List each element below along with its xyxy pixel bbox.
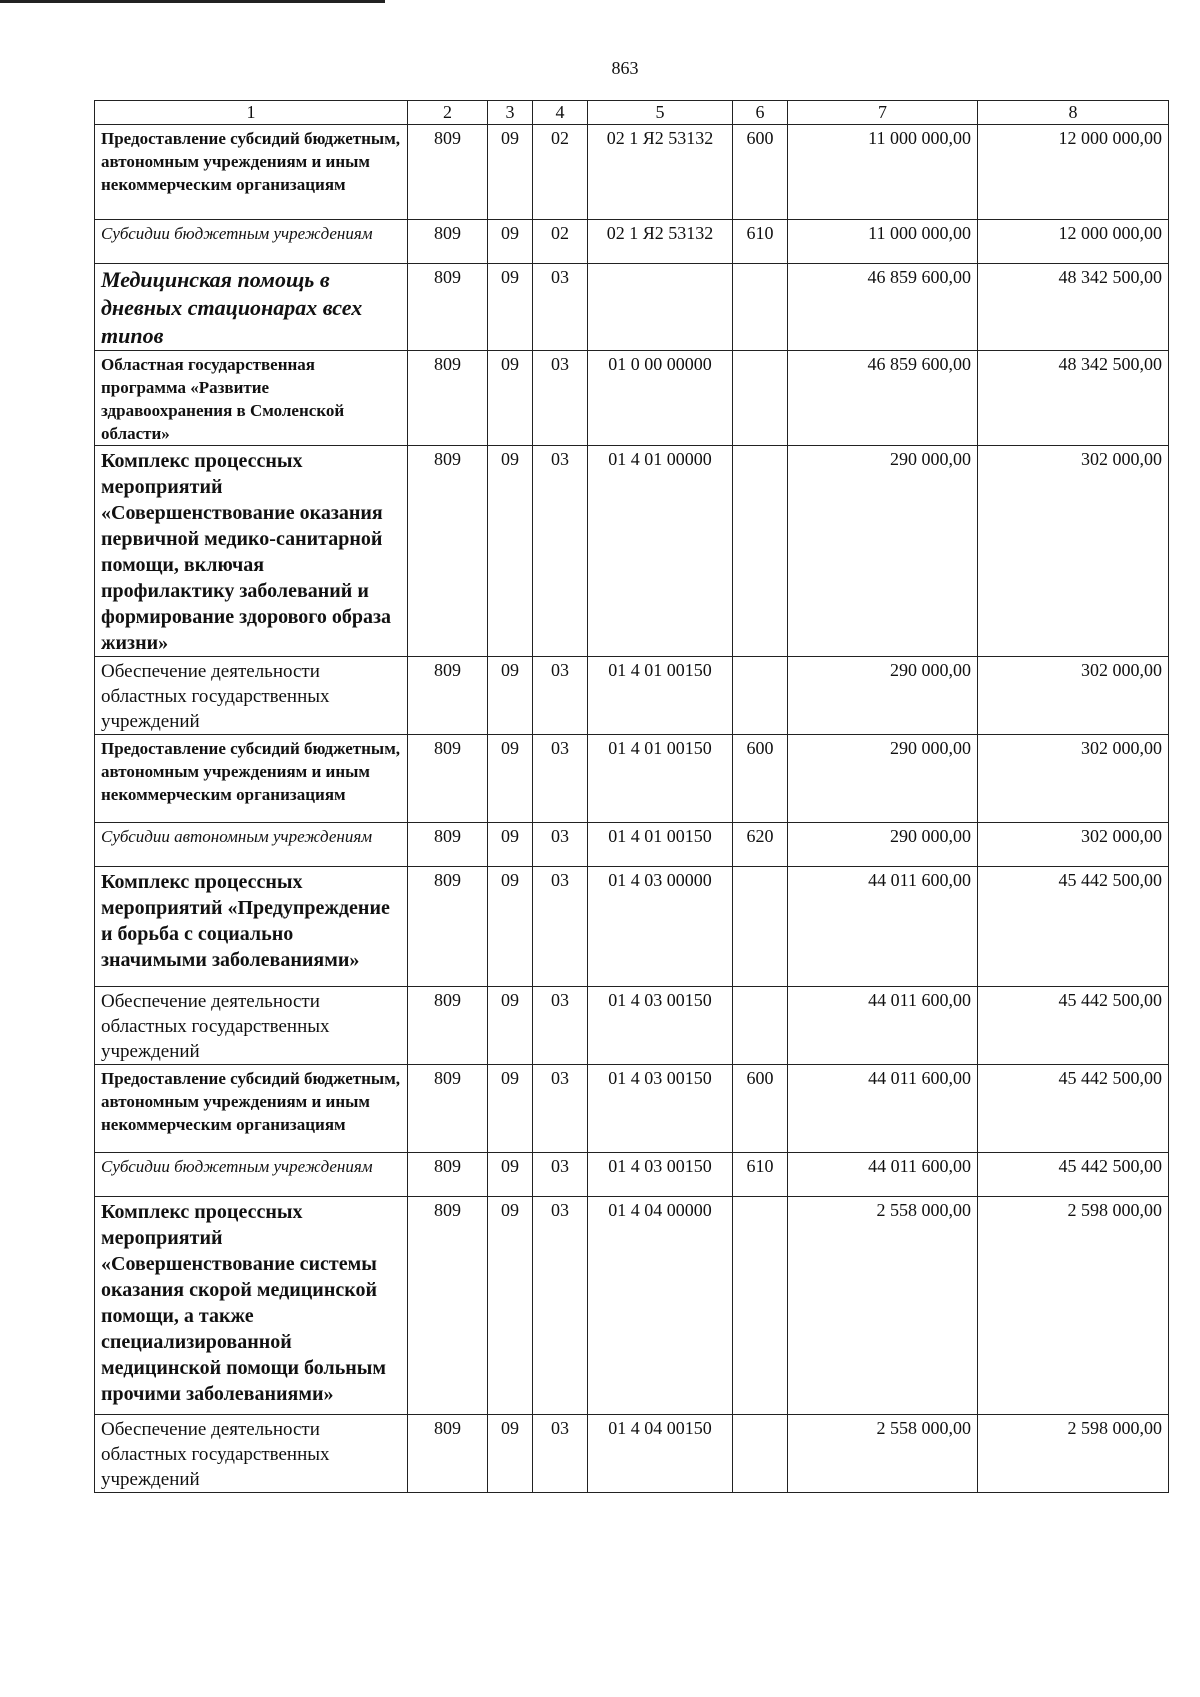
row-amount-year-1: 290 000,00 [788,735,978,823]
row-amount-year-2: 48 342 500,00 [978,264,1169,351]
row-subsection-code: 03 [533,987,588,1065]
row-amount-year-1: 11 000 000,00 [788,125,978,220]
row-section-code: 09 [488,1415,533,1493]
table-row [95,220,1169,264]
row-expense-type [733,264,788,351]
row-ministry-code: 809 [408,220,488,264]
row-subsection-code: 03 [533,446,588,657]
table-row [95,735,1169,823]
row-section-code: 09 [488,125,533,220]
row-ministry-code: 809 [408,1065,488,1153]
row-expense-type: 610 [733,1153,788,1197]
row-target-article: 01 4 04 00150 [588,1415,733,1493]
row-section-code: 09 [488,1197,533,1415]
row-amount-year-2: 302 000,00 [978,735,1169,823]
row-amount-year-2: 45 442 500,00 [978,1153,1169,1197]
row-ministry-code: 809 [408,1153,488,1197]
table-row [95,264,1169,351]
table-row [95,351,1169,446]
row-ministry-code: 809 [408,987,488,1065]
row-amount-year-2: 302 000,00 [978,657,1169,735]
row-amount-year-2: 45 442 500,00 [978,987,1169,1065]
row-subsection-code: 02 [533,125,588,220]
budget-table [94,100,1169,1493]
row-target-article: 01 4 03 00150 [588,987,733,1065]
row-section-code: 09 [488,657,533,735]
row-amount-year-1: 44 011 600,00 [788,1065,978,1153]
row-expense-type: 610 [733,220,788,264]
row-subsection-code: 03 [533,657,588,735]
row-subsection-code: 03 [533,1415,588,1493]
row-amount-year-1: 290 000,00 [788,657,978,735]
row-expense-type [733,987,788,1065]
row-section-code: 09 [488,987,533,1065]
table-row [95,823,1169,867]
row-expense-type [733,446,788,657]
row-expense-type [733,657,788,735]
row-section-code: 09 [488,351,533,446]
row-expense-type [733,1197,788,1415]
table-row [95,657,1169,735]
row-subsection-code: 03 [533,823,588,867]
row-section-code: 09 [488,264,533,351]
column-header-6: 6 [733,101,788,125]
row-subsection-code: 03 [533,351,588,446]
row-description: Комплекс процессных мероприятий «Совершенствование оказания первичной медико-санитарной помощи, включая профилактику заболеваний и формирование здорового образа жизни» [95,446,408,657]
row-subsection-code: 03 [533,1065,588,1153]
row-subsection-code: 03 [533,264,588,351]
column-header-7: 7 [788,101,978,125]
row-expense-type [733,351,788,446]
row-amount-year-1: 11 000 000,00 [788,220,978,264]
row-amount-year-2: 12 000 000,00 [978,220,1169,264]
row-ministry-code: 809 [408,446,488,657]
row-description: Медицинская помощь в дневных стационарах всех типов [95,264,408,351]
row-section-code: 09 [488,823,533,867]
row-ministry-code: 809 [408,264,488,351]
column-header-4: 4 [533,101,588,125]
row-target-article: 02 1 Я2 53132 [588,125,733,220]
row-target-article: 01 4 04 00000 [588,1197,733,1415]
row-description: Обеспечение деятельности областных государственных учреждений [95,1415,408,1493]
row-description: Субсидии бюджетным учреждениям [95,1153,408,1197]
row-section-code: 09 [488,867,533,987]
row-amount-year-2: 48 342 500,00 [978,351,1169,446]
row-target-article: 02 1 Я2 53132 [588,220,733,264]
row-amount-year-1: 44 011 600,00 [788,987,978,1065]
row-section-code: 09 [488,1065,533,1153]
column-header-8: 8 [978,101,1169,125]
row-target-article: 01 0 00 00000 [588,351,733,446]
row-amount-year-2: 302 000,00 [978,446,1169,657]
row-amount-year-1: 290 000,00 [788,823,978,867]
row-ministry-code: 809 [408,735,488,823]
row-amount-year-2: 2 598 000,00 [978,1415,1169,1493]
row-subsection-code: 03 [533,735,588,823]
row-description: Обеспечение деятельности областных государственных учреждений [95,657,408,735]
row-description: Комплекс процессных мероприятий «Предупреждение и борьба с социально значимыми заболеваниями» [95,867,408,987]
row-amount-year-2: 302 000,00 [978,823,1169,867]
row-amount-year-1: 2 558 000,00 [788,1415,978,1493]
scan-edge-line [0,0,385,3]
row-target-article: 01 4 01 00000 [588,446,733,657]
table-row [95,1065,1169,1153]
row-subsection-code: 03 [533,1153,588,1197]
row-description: Субсидии автономным учреждениям [95,823,408,867]
column-header-2: 2 [408,101,488,125]
row-section-code: 09 [488,1153,533,1197]
row-target-article [588,264,733,351]
row-description: Обеспечение деятельности областных государственных учреждений [95,987,408,1065]
row-target-article: 01 4 01 00150 [588,657,733,735]
row-expense-type: 600 [733,735,788,823]
row-subsection-code: 02 [533,220,588,264]
row-amount-year-2: 45 442 500,00 [978,867,1169,987]
row-section-code: 09 [488,735,533,823]
row-ministry-code: 809 [408,657,488,735]
row-ministry-code: 809 [408,823,488,867]
table-row [95,867,1169,987]
table-row [95,125,1169,220]
row-description: Областная государственная программа «Развитие здравоохранения в Смоленской области» [95,351,408,446]
table-row [95,987,1169,1065]
row-subsection-code: 03 [533,867,588,987]
row-target-article: 01 4 03 00000 [588,867,733,987]
row-target-article: 01 4 03 00150 [588,1065,733,1153]
row-expense-type: 600 [733,125,788,220]
row-ministry-code: 809 [408,125,488,220]
row-amount-year-1: 46 859 600,00 [788,264,978,351]
table-row [95,1415,1169,1493]
column-number-header-row [95,101,1169,125]
row-expense-type [733,867,788,987]
row-ministry-code: 809 [408,1197,488,1415]
row-expense-type: 620 [733,823,788,867]
row-target-article: 01 4 01 00150 [588,735,733,823]
row-section-code: 09 [488,220,533,264]
row-target-article: 01 4 03 00150 [588,1153,733,1197]
row-amount-year-1: 290 000,00 [788,446,978,657]
row-description: Комплекс процессных мероприятий «Совершенствование системы оказания скорой медицинской помощи, а также специализированной медицинской помощи больным прочими заболеваниями» [95,1197,408,1415]
row-amount-year-2: 12 000 000,00 [978,125,1169,220]
row-section-code: 09 [488,446,533,657]
row-description: Субсидии бюджетным учреждениям [95,220,408,264]
row-ministry-code: 809 [408,1415,488,1493]
row-ministry-code: 809 [408,351,488,446]
row-ministry-code: 809 [408,867,488,987]
row-target-article: 01 4 01 00150 [588,823,733,867]
table-row [95,1197,1169,1415]
row-expense-type: 600 [733,1065,788,1153]
table-row [95,446,1169,657]
row-amount-year-1: 2 558 000,00 [788,1197,978,1415]
column-header-1: 1 [95,101,408,125]
row-amount-year-1: 44 011 600,00 [788,1153,978,1197]
row-amount-year-1: 46 859 600,00 [788,351,978,446]
row-subsection-code: 03 [533,1197,588,1415]
row-amount-year-2: 2 598 000,00 [978,1197,1169,1415]
row-description: Предоставление субсидий бюджетным, автономным учреждениям и иным некоммерческим организациям [95,125,408,220]
row-description: Предоставление субсидий бюджетным, автономным учреждениям и иным некоммерческим организациям [95,1065,408,1153]
row-amount-year-2: 45 442 500,00 [978,1065,1169,1153]
row-description: Предоставление субсидий бюджетным, автономным учреждениям и иным некоммерческим организациям [95,735,408,823]
row-amount-year-1: 44 011 600,00 [788,867,978,987]
row-expense-type [733,1415,788,1493]
column-header-5: 5 [588,101,733,125]
table-row [95,1153,1169,1197]
column-header-3: 3 [488,101,533,125]
page-number: 863 [611,58,639,78]
